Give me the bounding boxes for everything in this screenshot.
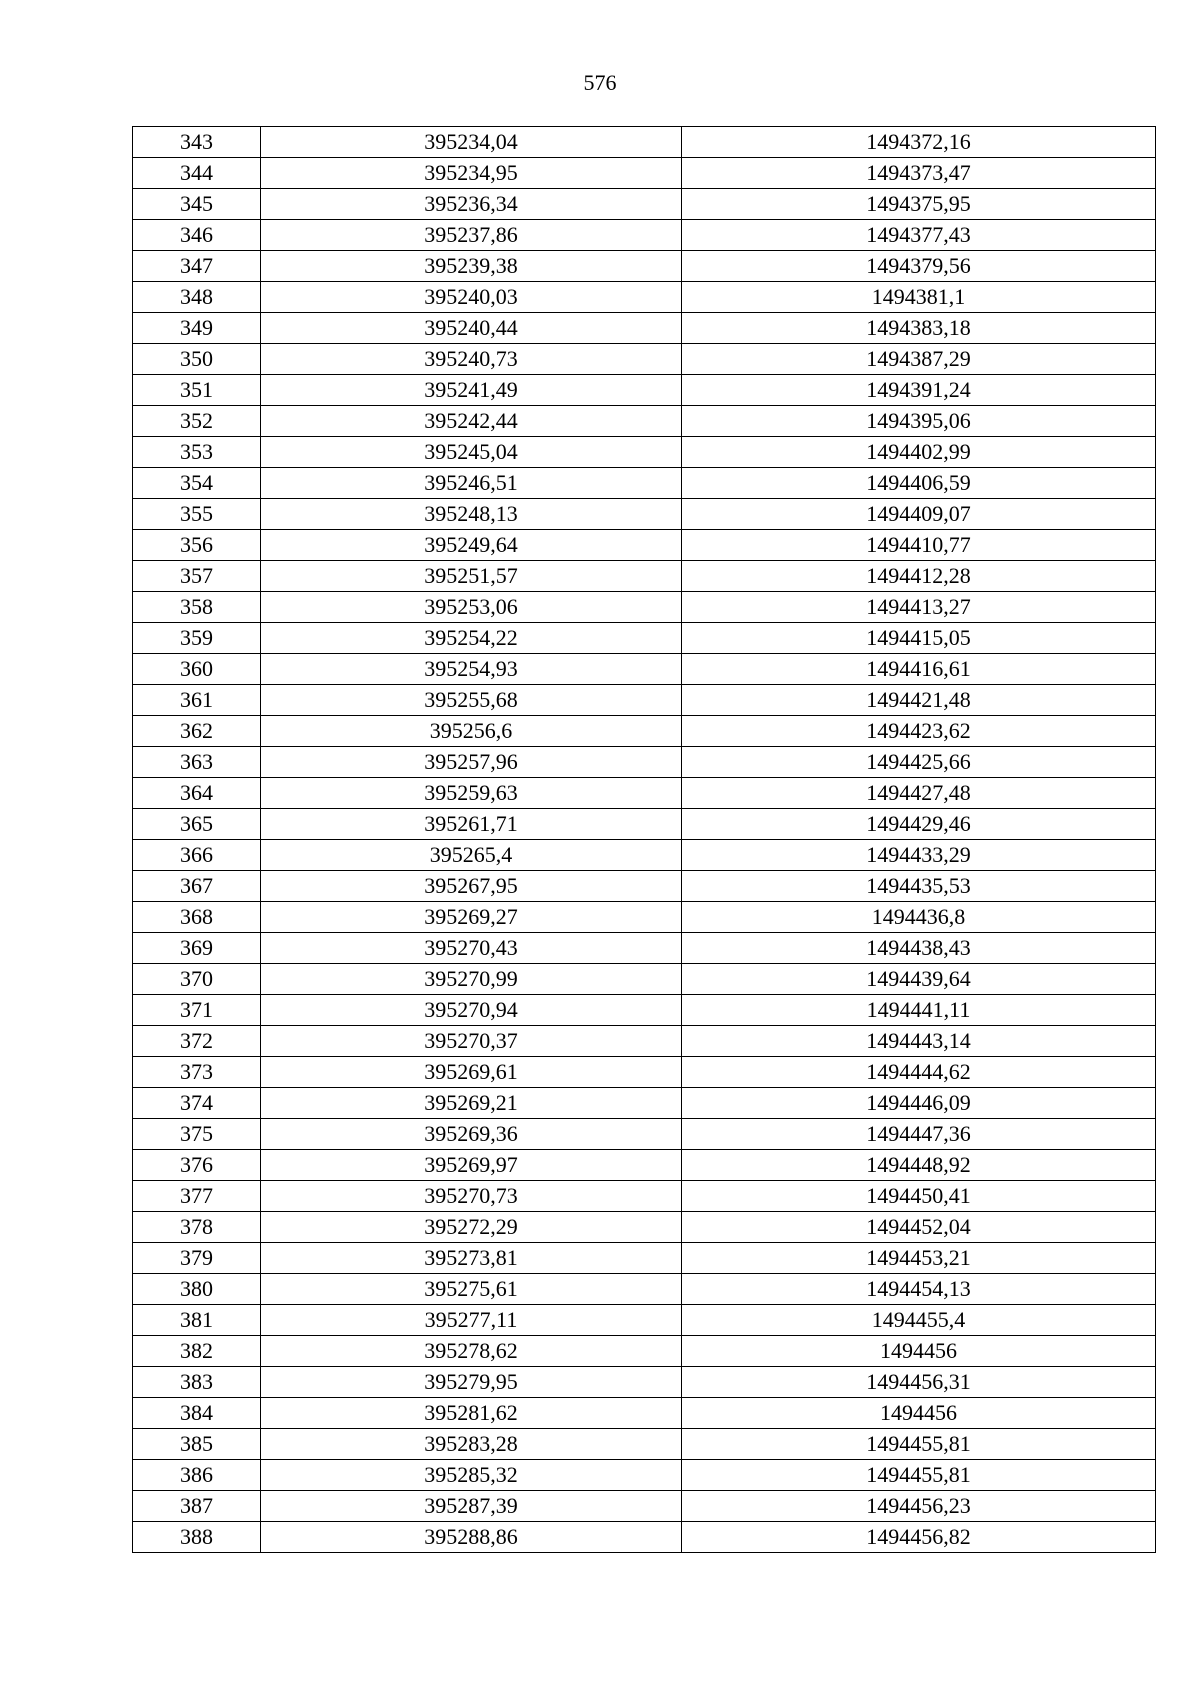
y-coordinate-cell: 1494455,81	[682, 1429, 1156, 1460]
y-coordinate-cell: 1494413,27	[682, 592, 1156, 623]
point-number-cell: 370	[133, 964, 261, 995]
table-row	[133, 189, 1156, 220]
y-coordinate-cell: 1494446,09	[682, 1088, 1156, 1119]
table-row	[133, 468, 1156, 499]
point-number-cell: 385	[133, 1429, 261, 1460]
point-number-cell: 362	[133, 716, 261, 747]
point-number-cell: 379	[133, 1243, 261, 1274]
point-number-cell: 363	[133, 747, 261, 778]
y-coordinate-cell: 1494453,21	[682, 1243, 1156, 1274]
table-row	[133, 1119, 1156, 1150]
y-coordinate-cell: 1494433,29	[682, 840, 1156, 871]
point-number-cell: 376	[133, 1150, 261, 1181]
table-row	[133, 1243, 1156, 1274]
table-row	[133, 344, 1156, 375]
x-coordinate-cell: 395269,36	[261, 1119, 682, 1150]
y-coordinate-cell: 1494436,8	[682, 902, 1156, 933]
point-number-cell: 388	[133, 1522, 261, 1553]
point-number-cell: 343	[133, 127, 261, 158]
y-coordinate-cell: 1494421,48	[682, 685, 1156, 716]
x-coordinate-cell: 395241,49	[261, 375, 682, 406]
table-row	[133, 995, 1156, 1026]
point-number-cell: 349	[133, 313, 261, 344]
x-coordinate-cell: 395270,99	[261, 964, 682, 995]
x-coordinate-cell: 395283,28	[261, 1429, 682, 1460]
table-row	[133, 1057, 1156, 1088]
y-coordinate-cell: 1494429,46	[682, 809, 1156, 840]
x-coordinate-cell: 395270,94	[261, 995, 682, 1026]
y-coordinate-cell: 1494454,13	[682, 1274, 1156, 1305]
table-row	[133, 1398, 1156, 1429]
x-coordinate-cell: 395248,13	[261, 499, 682, 530]
point-number-cell: 387	[133, 1491, 261, 1522]
table-row	[133, 592, 1156, 623]
page-number: 576	[583, 70, 617, 95]
x-coordinate-cell: 395236,34	[261, 189, 682, 220]
table-row	[133, 1026, 1156, 1057]
table-row	[133, 1522, 1156, 1553]
point-number-cell: 371	[133, 995, 261, 1026]
point-number-cell: 378	[133, 1212, 261, 1243]
y-coordinate-cell: 1494456	[682, 1336, 1156, 1367]
x-coordinate-cell: 395261,71	[261, 809, 682, 840]
x-coordinate-cell: 395240,73	[261, 344, 682, 375]
x-coordinate-cell: 395237,86	[261, 220, 682, 251]
y-coordinate-cell: 1494406,59	[682, 468, 1156, 499]
point-number-cell: 369	[133, 933, 261, 964]
table-row	[133, 1274, 1156, 1305]
point-number-cell: 368	[133, 902, 261, 933]
table-row	[133, 437, 1156, 468]
point-number-cell: 361	[133, 685, 261, 716]
table-row	[133, 1429, 1156, 1460]
y-coordinate-cell: 1494452,04	[682, 1212, 1156, 1243]
x-coordinate-cell: 395267,95	[261, 871, 682, 902]
table-row	[133, 1150, 1156, 1181]
x-coordinate-cell: 395272,29	[261, 1212, 682, 1243]
x-coordinate-cell: 395269,97	[261, 1150, 682, 1181]
y-coordinate-cell: 1494441,11	[682, 995, 1156, 1026]
x-coordinate-cell: 395279,95	[261, 1367, 682, 1398]
point-number-cell: 375	[133, 1119, 261, 1150]
point-number-cell: 366	[133, 840, 261, 871]
y-coordinate-cell: 1494410,77	[682, 530, 1156, 561]
y-coordinate-cell: 1494435,53	[682, 871, 1156, 902]
x-coordinate-cell: 395269,27	[261, 902, 682, 933]
point-number-cell: 372	[133, 1026, 261, 1057]
x-coordinate-cell: 395288,86	[261, 1522, 682, 1553]
y-coordinate-cell: 1494456,23	[682, 1491, 1156, 1522]
x-coordinate-cell: 395270,43	[261, 933, 682, 964]
point-number-cell: 351	[133, 375, 261, 406]
point-number-cell: 354	[133, 468, 261, 499]
coordinates-table	[132, 126, 1156, 1553]
x-coordinate-cell: 395257,96	[261, 747, 682, 778]
x-coordinate-cell: 395278,62	[261, 1336, 682, 1367]
x-coordinate-cell: 395251,57	[261, 561, 682, 592]
x-coordinate-cell: 395234,04	[261, 127, 682, 158]
point-number-cell: 345	[133, 189, 261, 220]
point-number-cell: 374	[133, 1088, 261, 1119]
point-number-cell: 346	[133, 220, 261, 251]
table-row	[133, 282, 1156, 313]
x-coordinate-cell: 395254,22	[261, 623, 682, 654]
table-row	[133, 499, 1156, 530]
y-coordinate-cell: 1494416,61	[682, 654, 1156, 685]
table-row	[133, 158, 1156, 189]
y-coordinate-cell: 1494375,95	[682, 189, 1156, 220]
point-number-cell: 367	[133, 871, 261, 902]
x-coordinate-cell: 395254,93	[261, 654, 682, 685]
table-row	[133, 933, 1156, 964]
table-row	[133, 809, 1156, 840]
x-coordinate-cell: 395245,04	[261, 437, 682, 468]
y-coordinate-cell: 1494377,43	[682, 220, 1156, 251]
point-number-cell: 355	[133, 499, 261, 530]
x-coordinate-cell: 395269,61	[261, 1057, 682, 1088]
y-coordinate-cell: 1494439,64	[682, 964, 1156, 995]
table-row	[133, 654, 1156, 685]
table-row	[133, 778, 1156, 809]
point-number-cell: 365	[133, 809, 261, 840]
table-row	[133, 1088, 1156, 1119]
point-number-cell: 383	[133, 1367, 261, 1398]
table-row	[133, 685, 1156, 716]
y-coordinate-cell: 1494391,24	[682, 375, 1156, 406]
y-coordinate-cell: 1494412,28	[682, 561, 1156, 592]
x-coordinate-cell: 395287,39	[261, 1491, 682, 1522]
point-number-cell: 344	[133, 158, 261, 189]
y-coordinate-cell: 1494415,05	[682, 623, 1156, 654]
point-number-cell: 356	[133, 530, 261, 561]
point-number-cell: 353	[133, 437, 261, 468]
x-coordinate-cell: 395265,4	[261, 840, 682, 871]
y-coordinate-cell: 1494456,31	[682, 1367, 1156, 1398]
table-row	[133, 127, 1156, 158]
table-row	[133, 1181, 1156, 1212]
point-number-cell: 350	[133, 344, 261, 375]
y-coordinate-cell: 1494456,82	[682, 1522, 1156, 1553]
y-coordinate-cell: 1494425,66	[682, 747, 1156, 778]
point-number-cell: 352	[133, 406, 261, 437]
x-coordinate-cell: 395269,21	[261, 1088, 682, 1119]
y-coordinate-cell: 1494381,1	[682, 282, 1156, 313]
table-row	[133, 840, 1156, 871]
table-row	[133, 747, 1156, 778]
point-number-cell: 364	[133, 778, 261, 809]
x-coordinate-cell: 395253,06	[261, 592, 682, 623]
y-coordinate-cell: 1494423,62	[682, 716, 1156, 747]
x-coordinate-cell: 395277,11	[261, 1305, 682, 1336]
y-coordinate-cell: 1494444,62	[682, 1057, 1156, 1088]
x-coordinate-cell: 395249,64	[261, 530, 682, 561]
table-row	[133, 871, 1156, 902]
x-coordinate-cell: 395270,37	[261, 1026, 682, 1057]
y-coordinate-cell: 1494427,48	[682, 778, 1156, 809]
table-row	[133, 251, 1156, 282]
table-row	[133, 220, 1156, 251]
x-coordinate-cell: 395242,44	[261, 406, 682, 437]
y-coordinate-cell: 1494409,07	[682, 499, 1156, 530]
table-row	[133, 1491, 1156, 1522]
table-row	[133, 964, 1156, 995]
y-coordinate-cell: 1494455,81	[682, 1460, 1156, 1491]
point-number-cell: 386	[133, 1460, 261, 1491]
x-coordinate-cell: 395259,63	[261, 778, 682, 809]
table-row	[133, 1460, 1156, 1491]
table-row	[133, 716, 1156, 747]
table-row	[133, 561, 1156, 592]
table-row	[133, 902, 1156, 933]
point-number-cell: 384	[133, 1398, 261, 1429]
y-coordinate-cell: 1494383,18	[682, 313, 1156, 344]
point-number-cell: 381	[133, 1305, 261, 1336]
y-coordinate-cell: 1494447,36	[682, 1119, 1156, 1150]
x-coordinate-cell: 395256,6	[261, 716, 682, 747]
y-coordinate-cell: 1494448,92	[682, 1150, 1156, 1181]
point-number-cell: 360	[133, 654, 261, 685]
point-number-cell: 347	[133, 251, 261, 282]
y-coordinate-cell: 1494387,29	[682, 344, 1156, 375]
table-row	[133, 313, 1156, 344]
x-coordinate-cell: 395240,44	[261, 313, 682, 344]
coordinates-table-body	[133, 127, 1156, 1553]
x-coordinate-cell: 395234,95	[261, 158, 682, 189]
point-number-cell: 348	[133, 282, 261, 313]
point-number-cell: 357	[133, 561, 261, 592]
point-number-cell: 359	[133, 623, 261, 654]
table-row	[133, 375, 1156, 406]
x-coordinate-cell: 395285,32	[261, 1460, 682, 1491]
y-coordinate-cell: 1494450,41	[682, 1181, 1156, 1212]
y-coordinate-cell: 1494438,43	[682, 933, 1156, 964]
table-row	[133, 1212, 1156, 1243]
y-coordinate-cell: 1494395,06	[682, 406, 1156, 437]
table-row	[133, 406, 1156, 437]
y-coordinate-cell: 1494456	[682, 1398, 1156, 1429]
x-coordinate-cell: 395281,62	[261, 1398, 682, 1429]
x-coordinate-cell: 395240,03	[261, 282, 682, 313]
y-coordinate-cell: 1494443,14	[682, 1026, 1156, 1057]
table-row	[133, 1305, 1156, 1336]
y-coordinate-cell: 1494379,56	[682, 251, 1156, 282]
x-coordinate-cell: 395270,73	[261, 1181, 682, 1212]
x-coordinate-cell: 395273,81	[261, 1243, 682, 1274]
table-row	[133, 1367, 1156, 1398]
y-coordinate-cell: 1494455,4	[682, 1305, 1156, 1336]
x-coordinate-cell: 395255,68	[261, 685, 682, 716]
point-number-cell: 358	[133, 592, 261, 623]
y-coordinate-cell: 1494373,47	[682, 158, 1156, 189]
point-number-cell: 373	[133, 1057, 261, 1088]
point-number-cell: 377	[133, 1181, 261, 1212]
x-coordinate-cell: 395275,61	[261, 1274, 682, 1305]
table-row	[133, 530, 1156, 561]
table-row	[133, 623, 1156, 654]
table-row	[133, 1336, 1156, 1367]
point-number-cell: 382	[133, 1336, 261, 1367]
point-number-cell: 380	[133, 1274, 261, 1305]
x-coordinate-cell: 395239,38	[261, 251, 682, 282]
y-coordinate-cell: 1494402,99	[682, 437, 1156, 468]
x-coordinate-cell: 395246,51	[261, 468, 682, 499]
y-coordinate-cell: 1494372,16	[682, 127, 1156, 158]
